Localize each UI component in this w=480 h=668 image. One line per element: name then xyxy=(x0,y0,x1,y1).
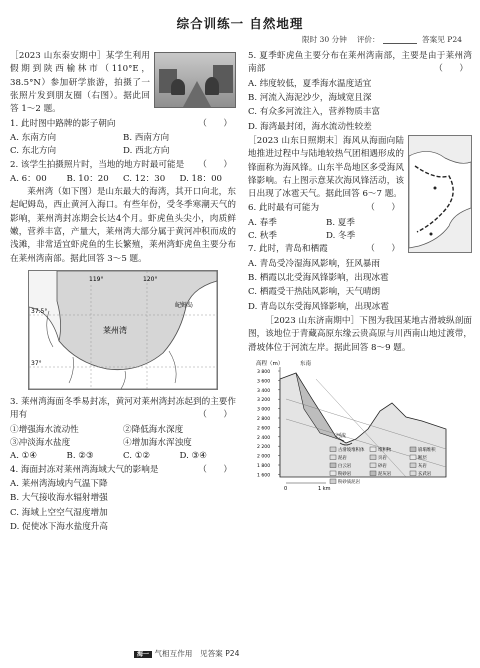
q6-option-b[interactable]: B. 夏季 xyxy=(326,217,355,228)
legend-swatch xyxy=(330,471,336,476)
q3-option-d[interactable]: D. ③④ xyxy=(179,451,207,462)
profile-east-label: 东南 xyxy=(300,360,312,367)
profile-ytick: 3 200 xyxy=(257,398,271,404)
legend-swatch xyxy=(410,471,416,476)
map-island-label: 屺姆岛 xyxy=(175,302,194,309)
q5-option-a[interactable]: A. 纬度较低，夏季海水温度适宜 xyxy=(248,78,372,89)
q4-option-a[interactable]: A. 莱州湾海域内气温下降 xyxy=(10,478,108,489)
map-lat-37: 37° xyxy=(31,360,42,367)
profile-ytick: 3 400 xyxy=(257,388,271,394)
profile-ytick: 3 800 xyxy=(257,369,271,375)
q7-option-a[interactable]: A. 青岛受冷湿海风影响，狂风暴雨 xyxy=(248,258,380,269)
time-limit: 限时 30 分钟 xyxy=(301,35,347,44)
question-1: 1. 此时图中路牌的影子朝向 （ ） xyxy=(10,118,236,129)
q2-option-c[interactable]: C. 12：30 xyxy=(123,173,166,184)
q3-item-2: ②降低海水深度 xyxy=(123,424,184,435)
profile-ytick: 2 600 xyxy=(257,426,271,432)
q3-options xyxy=(10,450,236,463)
question-7: 7. 此时，青岛和栖霞 （ ） xyxy=(248,244,404,255)
profile-ytick: 3 600 xyxy=(257,379,271,385)
legend-swatch xyxy=(410,455,416,460)
street-photo xyxy=(154,52,236,108)
q5-options xyxy=(248,78,472,134)
sea-breeze-front-map xyxy=(408,135,472,253)
map-lon-119: 119° xyxy=(89,276,104,283)
legend-swatch xyxy=(330,447,336,452)
time-limit-bar xyxy=(302,34,462,46)
q1-option-a[interactable]: A. 东南方向 xyxy=(10,132,57,143)
q3-items xyxy=(10,424,236,451)
q4-option-c[interactable]: C. 海域上空空气湿度增加 xyxy=(10,507,108,518)
legend-label: 古滑坡堆积体 xyxy=(338,447,365,453)
q2-option-d[interactable]: D. 18：00 xyxy=(179,173,223,184)
question-4: 4. 海面封冻对莱州湾海域大气的影响是 （ ） xyxy=(10,464,236,475)
legend-label: 白云岩 xyxy=(338,463,352,469)
q6-option-d[interactable]: D. 冬季 xyxy=(326,231,356,242)
q3-option-b[interactable]: B. ②③ xyxy=(66,451,94,462)
q3-item-4: ④增加海水浑浊度 xyxy=(123,437,192,448)
question-5: 5. 夏季虾虎鱼主要分布在莱州湾南部，主要是由于莱州湾南部 （ ） xyxy=(248,51,472,75)
q7-options xyxy=(248,258,472,314)
profile-ytick: 2 000 xyxy=(257,454,271,460)
legend-label: 崩塌堆积 xyxy=(418,447,436,453)
q5-option-b[interactable]: B. 河流入海泥沙少，海域宽且深 xyxy=(248,92,372,103)
q4-option-d[interactable]: D. 促使冰下海水盐度升高 xyxy=(10,521,108,532)
legend-label: 灰岩 xyxy=(418,463,427,469)
right-column xyxy=(248,50,472,491)
q2-option-b[interactable]: B. 10：20 xyxy=(66,173,109,184)
question-3: 3. 莱州湾海面冬季易封冻，黄河对莱州湾封冻起到的主要作用有 （ ） xyxy=(10,397,236,421)
profile-xtick-1: 1 km xyxy=(318,485,331,491)
left-column xyxy=(10,50,236,535)
q1-option-d[interactable]: D. 西北方向 xyxy=(123,146,170,157)
q7-option-d[interactable]: D. 青岛以东受海风锋影响，出现冰雹 xyxy=(248,301,389,312)
q1-options xyxy=(10,132,236,159)
eval-label: 评价： xyxy=(356,35,380,44)
legend-label: 粉砂质泥岩 xyxy=(338,479,360,485)
q2-options xyxy=(10,173,236,186)
legend-swatch xyxy=(330,455,336,460)
question-6: 6. 此时最有可能为 （ ） xyxy=(248,203,404,214)
q7-option-b[interactable]: B. 栖霞以北受海风锋影响，出现冰雹 xyxy=(248,273,389,283)
page-footer xyxy=(134,648,239,660)
eval-blank[interactable] xyxy=(383,43,417,44)
q6-option-c[interactable]: C. 秋季 xyxy=(248,231,277,242)
q6-option-a[interactable]: A. 春季 xyxy=(248,217,277,228)
footer-tag: 海一 xyxy=(134,651,152,658)
q7-option-c[interactable]: C. 栖霞受干热陆风影响，天气晴朗 xyxy=(248,287,381,298)
landslide-profile xyxy=(256,359,456,491)
profile-ytick: 2 800 xyxy=(257,416,271,422)
q5-option-c[interactable]: C. 有众多河流注入，营养物质丰富 xyxy=(248,107,381,118)
q5-option-d[interactable]: D. 海湾最封闭，海水流动性较差 xyxy=(248,121,372,132)
legend-swatch xyxy=(370,455,376,460)
q3-item-1: ①增强海水流动性 xyxy=(10,424,79,435)
profile-river-label: 河流 xyxy=(336,432,347,439)
intro-2: 莱州湾（如下图）是山东最大的海湾，其开口向北，东起屺姆岛，西止黄河入海口。有些年份，受冬季寒潮天气的影响，莱州湾封冻期会长达4个月。虾虎鱼头尖小，肉质鲜嫩，营养丰富，产量大，莱州湾大部分属于黄河冲积而成的浅滩，非常适宜虾虎鱼的生长繁殖，莱州湾虾虎鱼主要分布在莱州湾南部。据此回答 3～5 题。 xyxy=(10,187,236,264)
q6-options xyxy=(248,217,404,244)
intro-3: ［2023 山东日照期末］海风从海面向陆地推进过程中与陆地较热气团相遇形成的锋面称为海风锋。山东半岛地区多受海风锋影响。右上图示意某次海风锋活动，该日出现了冰雹天气。据此回答 6～7 题。 xyxy=(248,135,404,200)
legend-swatch xyxy=(410,463,416,468)
legend-label: 玄武岩 xyxy=(418,471,432,477)
legend-swatch xyxy=(370,463,376,468)
footer-text: 气相互作用 见答案 P24 xyxy=(154,649,240,659)
legend-swatch xyxy=(370,471,376,476)
profile-ytick: 2 400 xyxy=(257,435,271,441)
profile-xtick-0: 0 xyxy=(284,485,288,491)
profile-ytick: 1 800 xyxy=(257,463,271,469)
q4-option-b[interactable]: B. 大气接收海水辐射增强 xyxy=(10,493,108,504)
q4-options xyxy=(10,478,236,534)
intro-4: ［2023 山东济南期中］下图为我国某地古滑坡纵剖面图，该地位于青藏高原东缘云贵高原与川西南山地过渡带，滑坡体位于河流左岸。据此回答 8～9 题。 xyxy=(248,315,472,353)
profile-ytick: 1 600 xyxy=(257,473,271,479)
intro-1: ［2023 山东泰安期中］某学生利用假期到陕西榆林市（110°E，38.5°N）参加研学旅游，拍摄了一张照片发到朋友圈（右图）。据此回答 1～2 题。 xyxy=(10,51,150,115)
legend-swatch xyxy=(370,447,376,452)
profile-ytick: 2 200 xyxy=(257,445,271,451)
q3-option-c[interactable]: C. ①② xyxy=(123,451,151,462)
answer-ref: 答案见 P24 xyxy=(422,35,462,44)
legend-label: 堆积物 xyxy=(378,447,392,453)
page-title: 综合训练一 自然地理 xyxy=(176,16,304,31)
legend-label: 砂岩 xyxy=(378,463,387,469)
legend-label: 泥灰岩 xyxy=(378,471,392,477)
q1-option-b[interactable]: B. 西南方向 xyxy=(123,132,170,143)
map-lon-120: 120° xyxy=(143,276,158,283)
profile-ytick: 3 000 xyxy=(257,407,271,413)
q2-option-a[interactable]: A. 6：00 xyxy=(10,173,47,184)
legend-label: 泥岩 xyxy=(338,455,347,461)
legend-swatch xyxy=(410,447,416,452)
legend-label: 断层 xyxy=(418,455,427,461)
laizhou-bay-map xyxy=(28,270,218,390)
map-lat-375: 37.5° xyxy=(31,308,48,315)
q3-option-a[interactable]: A. ①④ xyxy=(10,451,38,462)
q1-option-c[interactable]: C. 东北方向 xyxy=(10,146,57,157)
legend-swatch xyxy=(330,463,336,468)
profile-ylabel: 高程（m） xyxy=(256,360,284,367)
legend-swatch xyxy=(330,479,336,484)
q3-item-3: ③冲淡海水盐度 xyxy=(10,437,71,448)
question-2: 2. 该学生拍摄照片时，当地的地方时最可能是 （ ） xyxy=(10,159,236,170)
map-bay-label: 莱州湾 xyxy=(103,326,127,335)
legend-label: 页岩 xyxy=(378,455,387,461)
legend-label: 粉砂岩 xyxy=(338,471,352,477)
